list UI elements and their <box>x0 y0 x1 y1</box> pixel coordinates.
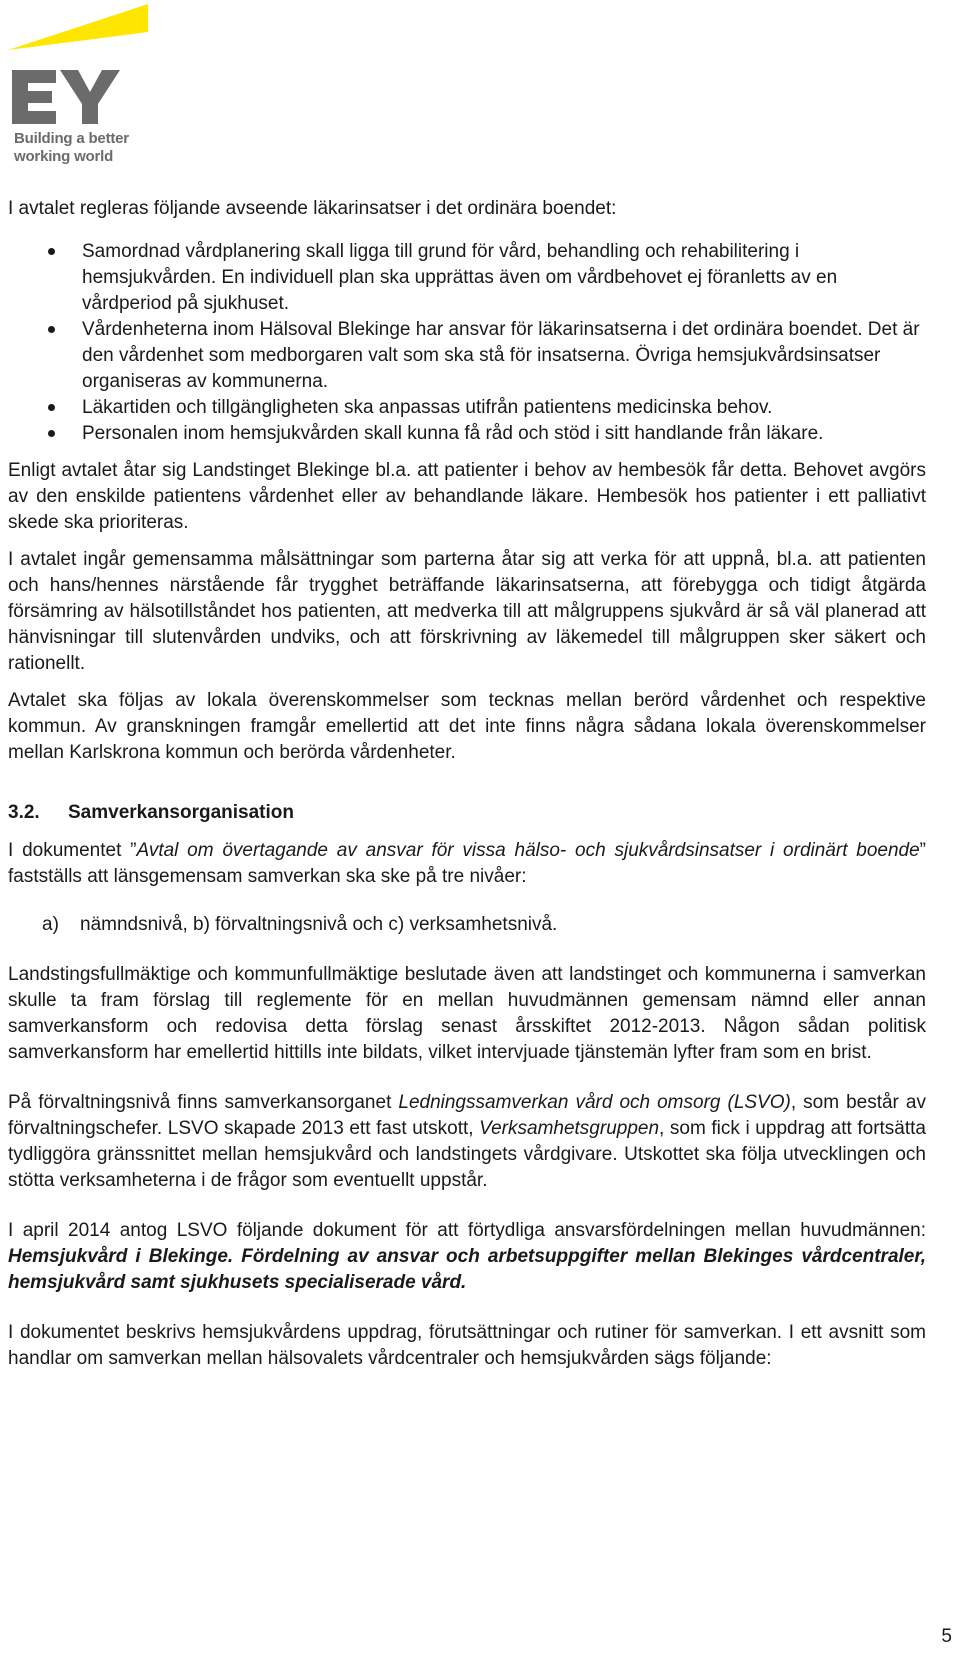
bullet-icon <box>48 248 55 255</box>
bullet-list <box>8 239 926 447</box>
paragraph-malsattningar: I avtalet ingår gemensamma målsättningar som parterna åtar sig att verka för att uppnå, bl.a. att patienten och hans/hennes närstående får trygghet beträffande läkarinsatserna, att förebygga och tidigt åtgärda försämring av hälsotillståndet hos patienten, att medverka till att målgruppens sjukvård är så väl planerad att hänvisningar till slutenvården undviks, och att förskrivning av läkemedel till målgruppen sker säkert och rationellt. <box>8 549 926 674</box>
paragraph-april-2014: I april 2014 antog LSVO följande dokument för att förtydliga ansvarsfördelningen mellan huvudmännen: Hemsjukvård i Blekinge. Fördelning av ansvar och arbetsuppgifter mellan Blekinges vårdcentraler, hemsjukvård samt sjukhusets specialiserade vård. <box>8 1220 926 1293</box>
bullet-icon <box>48 404 55 411</box>
list-item: Vårdenheterna inom Hälsoval Blekinge har ansvar för läkarinsatserna i det ordinära boendet. Det är den vårdenhet som medborgaren valt som ska stå för insatserna. Övriga hemsjukvårdsinsatser organiseras av kommunerna. <box>8 317 926 395</box>
ey-logo-mark <box>8 4 158 129</box>
section-number: 3.2. <box>8 802 40 823</box>
logo-y <box>60 70 120 124</box>
list-item: Personalen inom hemsjukvården skall kunna få råd och stöd i sitt handlande från läkare. <box>8 421 926 447</box>
paragraph-dokumentet: I dokumentet ”Avtal om övertagande av ansvar för vissa hälso- och sjukvårdsinsatser i ordinärt boende” fastställs att länsgemensam samverkan ska ske på tre nivåer: <box>8 840 926 887</box>
levels-line: a) nämndsnivå, b) förvaltningsnivå och c) verksamhetsnivå. <box>42 914 558 935</box>
paragraph-overenskommelser: Avtalet ska följas av lokala överenskommelser som tecknas mellan berörd vårdenhet och respektive kommun. Av granskningen framgår emellertid att det inte finns några sådana lokala överenskommelser mellan Karlskrona kommun och berörda vårdenheter. <box>8 690 926 763</box>
page-number: 5 <box>941 1626 952 1647</box>
tagline-line-1: Building a better <box>14 130 129 147</box>
tagline-line-2: working world <box>14 148 114 165</box>
section-heading <box>8 800 926 826</box>
logo-e-bottom <box>12 111 56 124</box>
list-item: Samordnad vårdplanering skall ligga till grund för vård, behandling och rehabilitering i hemsjukvården. En individuell plan ska upprättas även om vårdbehovet ej föranletts av en vårdperiod på sjukhuset. <box>8 239 926 317</box>
logo-e-mid <box>12 91 52 103</box>
logo-tagline <box>14 130 164 166</box>
section-title: Samverkansorganisation <box>68 802 294 823</box>
document-body <box>8 196 926 1372</box>
ey-logo <box>8 4 158 174</box>
logo-yellow-beam <box>8 4 148 50</box>
paragraph-dokument-beskrivs: I dokumentet beskrivs hemsjukvårdens uppdrag, förutsättningar och rutiner för samverkan. I ett avsnitt som handlar om samverkan mellan hälsovalets vårdcentraler och hemsjukvården sägs följande: <box>8 1322 926 1369</box>
logo-e-top <box>12 70 56 83</box>
paragraph-fullmaktige: Landstingsfullmäktige och kommunfullmäktige beslutade även att landstinget och kommunerna i samverkan skulle ta fram förslag till reglemente för en mellan huvudmännen gemensam nämnd eller annan samverkansform och redovisa detta förslag senast årsskiftet 2012-2013. Någon sådan politisk samverkansform har emellertid hittills inte bildats, vilket intervjuade tjänstemän lyfter fram som en brist. <box>8 964 926 1063</box>
paragraph-hembesok: Enligt avtalet åtar sig Landstinget Blekinge bl.a. att patienter i behov av hembesök får detta. Behovet avgörs av den enskilde patientens vårdenhet eller av behandlande läkare. Hembesök hos patienter i ett palliativt skede ska prioriteras. <box>8 460 926 533</box>
paragraph-lsvo: På förvaltningsnivå finns samverkansorganet Ledningssamverkan vård och omsorg (LSVO), som består av förvaltningschefer. LSVO skapade 2013 ett fast utskott, Verksamhetsgruppen, som fick i uppdrag att fortsätta tydliggöra gränssnittet mellan hemsjukvård och landstingets vårdgivare. Utskottet ska följa utvecklingen och stötta verksamheterna i de frågor som eventuellt uppstår. <box>8 1092 926 1191</box>
list-item: Läkartiden och tillgängligheten ska anpassas utifrån patientens medicinska behov. <box>8 395 926 421</box>
bullet-icon <box>48 430 55 437</box>
bullet-icon <box>48 326 55 333</box>
intro-paragraph: I avtalet regleras följande avseende läkarinsatser i det ordinära boendet: <box>8 198 617 219</box>
